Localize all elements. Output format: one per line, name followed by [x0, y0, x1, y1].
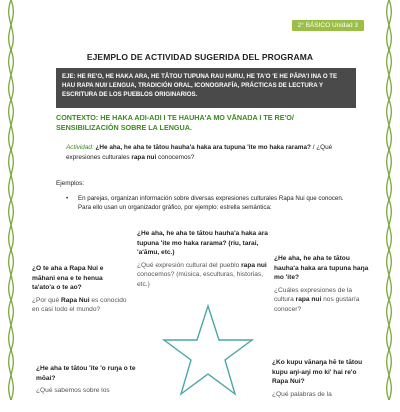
activity-question-es-post: conocemos? [156, 153, 195, 161]
star-box-spanish [137, 261, 269, 290]
star-box-spanish-bold: rapa nui [295, 296, 322, 303]
document-page [24, 0, 376, 400]
star-box-spanish-post: conocemos? (música, esculturas, historias, etc.) [137, 271, 264, 288]
star-box-spanish-bold: Rapa Nui [60, 296, 90, 304]
star-box-bottom-right [272, 358, 370, 399]
star-box-spanish-bold: rapa nui [241, 261, 267, 269]
star-box-spanish-pre: ¿Por qué [32, 296, 61, 304]
eje-banner: EJE: HE RE'O, HE HAKA ARA, HE TĀTOU TUPUNA RAU HURU, HE TA'O 'E HE PĀPA'I INA O TE HAU RAPA NUI/ LENGUA, TRADICIÓN ORAL, ICONOGRAFÍA, PRÁCTICAS DE LECTURA Y ESCRITURA DE LOS PUEBLOS ORIGINARIOS. [56, 68, 356, 108]
star-box-spanish: ¿Qué sabemos sobre los [36, 387, 110, 394]
activity-separator: / [310, 144, 317, 151]
star-box-spanish [32, 296, 127, 315]
instruction-bullet [66, 194, 366, 213]
star-box-top [137, 229, 269, 289]
left-ornament-border [0, 0, 22, 400]
instruction-line-2: Para ello usan un organizador gráfico, por ejemplo: estrella semántica: [78, 204, 272, 212]
star-box-question: ¿He aha te tātou 'ite 'o ruŋa o te mōai? [36, 365, 136, 382]
star-box-spanish-post: nos gustaría conocer? [274, 296, 360, 313]
star-box-bottom-left [36, 364, 136, 396]
star-box-spanish [274, 286, 370, 315]
examples-label: Ejemplos: [56, 180, 85, 187]
star-box-spanish: ¿Qué palabras de la [272, 390, 332, 398]
star-box-question: ¿He aha, he aha te tātou hauha'a haka ara tupuna haŋa mo 'ite? [274, 255, 369, 281]
vine-ornament-icon [0, 0, 22, 400]
page-title: EJEMPLO DE ACTIVIDAD SUGERIDA DEL PROGRAMA [86, 52, 314, 62]
grade-badge: 2° BÁSICO Unidad 3 [292, 20, 364, 31]
star-box-spanish-post: es conocido en casi todo el mundo? [32, 296, 127, 313]
star-box-spanish-pre: ¿Qué expresión cultural del pueblo [137, 261, 242, 269]
instruction-line-1: En parejas, organizan información sobre diversas expresiones culturales Rapa Nui que conocen. [78, 195, 344, 202]
activity-question-es-bold: rapa nui [131, 153, 157, 161]
star-outline-icon [162, 302, 254, 412]
star-box-question: ¿Ko kupu vānaŋa hē te tātou kupu aŋi-aŋi mo ki' hai re'o Rapa Nui? [272, 359, 363, 385]
star-box-spanish-pre: ¿Cuáles expresiones de la cultura [274, 286, 353, 303]
activity-label: Actividad: [66, 144, 94, 151]
bullet-dot: • [66, 195, 69, 202]
vine-ornament-icon [378, 0, 400, 400]
star-box-right [274, 254, 370, 314]
star-box-question: ¿O te aha a Rapa Nui e māhani ena e te henua ta'ato'a o te ao? [32, 265, 104, 291]
context-heading: CONTEXTO: HE HAKA AŊI-AŊI I TE HAUHA'A MO VĀNAŊA I TE RE'O/ SENSIBILIZACIÓN SOBRE LA LENGUA. [56, 113, 294, 132]
activity-question-rapanui: ¿He aha, he aha te tātou hauha'a haka ara tupuna 'ite mo haka rarama? [95, 144, 311, 151]
activity-question-es-pre: ¿Qué expresiones culturales [66, 144, 333, 161]
star-box-question: ¿He aha, he aha te tātou hauha'a haka ara tupuna 'ite mo haka rarama? (riu, tarai, 'a'āmu, etc.) [137, 230, 268, 256]
right-ornament-border [378, 0, 400, 400]
activity-statement [66, 143, 366, 162]
star-box-left [32, 264, 127, 315]
